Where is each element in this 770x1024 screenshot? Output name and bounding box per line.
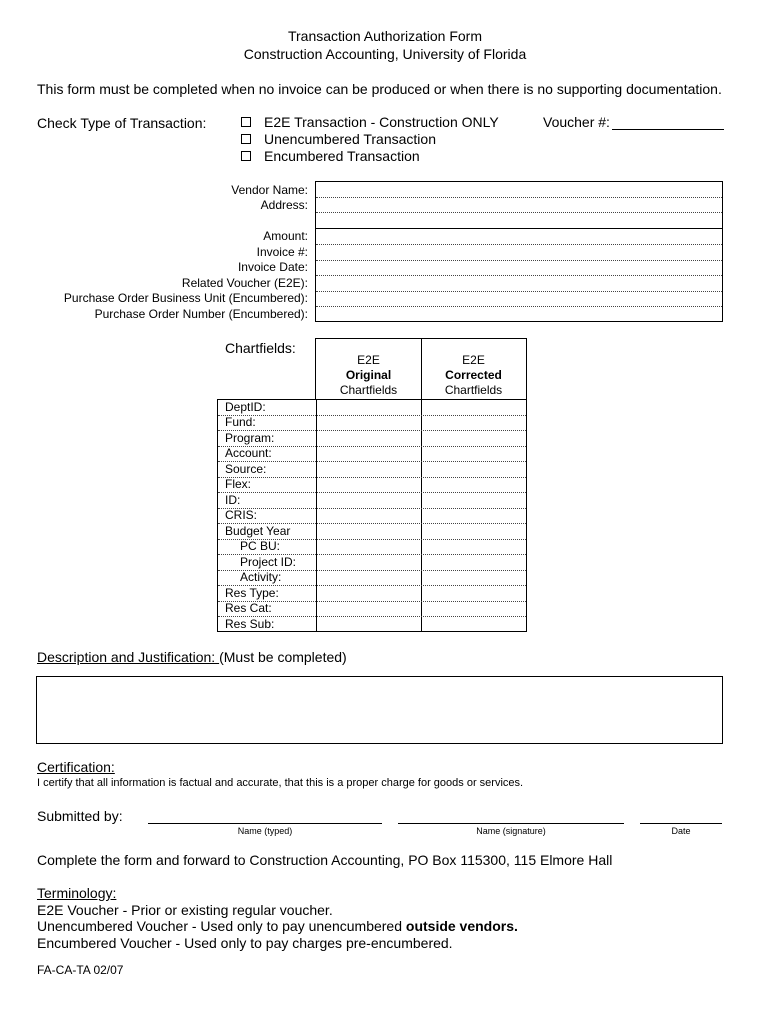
unencumbered-option-label: Unencumbered Transaction: [264, 131, 436, 147]
description-textarea[interactable]: [36, 676, 723, 744]
unencumbered-checkbox[interactable]: [241, 134, 251, 144]
intro-text: This form must be completed when no invoice can be produced or when there is no supporting documentation.: [37, 81, 722, 97]
voucher-label: Voucher #:: [543, 114, 610, 130]
amount-label: Amount:: [263, 229, 308, 243]
row-res-type: Res Type:: [225, 586, 279, 600]
invoice-date-label: Invoice Date:: [237, 260, 308, 274]
chartfields-label: Chartfields:: [225, 340, 296, 356]
row-activity: Activity:: [240, 570, 282, 584]
row-id: ID:: [225, 493, 241, 507]
col-corrected-header: E2E Corrected Chartfields: [444, 353, 503, 397]
certification-text: I certify that all information is factual and accurate, that this is a proper charge for goods or services.: [37, 777, 524, 789]
row-deptid: DeptID:: [225, 400, 266, 414]
form-subtitle: Construction Accounting, University of Florida: [243, 46, 527, 62]
name-typed-caption: Name (typed): [237, 826, 293, 836]
col-original-header: E2E Original Chartfields: [339, 353, 398, 397]
terminology-e2e: E2E Voucher - Prior or existing regular voucher.: [37, 902, 333, 918]
related-voucher-label: Related Voucher (E2E):: [181, 276, 308, 290]
name-signature-caption: Name (signature): [476, 826, 546, 836]
po-business-unit-label: Purchase Order Business Unit (Encumbered):: [63, 291, 308, 305]
voucher-number-field[interactable]: [612, 129, 724, 130]
transaction-type-label: Check Type of Transaction:: [37, 115, 207, 131]
address-label: Address:: [260, 198, 308, 212]
invoice-number-label: Invoice #:: [256, 245, 308, 259]
row-pc-bu: PC BU:: [240, 539, 281, 553]
submitted-by-label: Submitted by:: [37, 808, 123, 824]
e2e-option-label: E2E Transaction - Construction ONLY: [264, 114, 499, 130]
vendor-name-label: Vendor Name:: [231, 183, 308, 197]
terminology-heading: Terminology:: [37, 885, 117, 901]
terminology-encumbered: Encumbered Voucher - Used only to pay charges pre-encumbered.: [37, 935, 453, 951]
row-account: Account:: [225, 446, 272, 460]
row-program: Program:: [225, 431, 275, 445]
row-cris: CRIS:: [225, 508, 258, 522]
row-fund: Fund:: [225, 415, 256, 429]
row-project-id: Project ID:: [240, 555, 297, 569]
name-typed-field[interactable]: [148, 823, 382, 824]
encumbered-checkbox[interactable]: [241, 151, 251, 161]
amount-invoice-po-box[interactable]: [315, 228, 723, 322]
encumbered-option-label: Encumbered Transaction: [264, 148, 420, 164]
terminology-unencumbered: Unencumbered Voucher - Used only to pay unencumbered outside vendors.: [37, 918, 518, 934]
form-title: Transaction Authorization Form: [287, 28, 482, 44]
date-field[interactable]: [640, 823, 722, 824]
po-number-label: Purchase Order Number (Encumbered):: [94, 307, 308, 321]
name-signature-field[interactable]: [398, 823, 624, 824]
e2e-checkbox[interactable]: [241, 117, 251, 127]
row-flex: Flex:: [225, 477, 252, 491]
date-caption: Date: [671, 826, 691, 836]
row-res-cat: Res Cat:: [225, 601, 272, 615]
vendor-name-address-box[interactable]: [315, 181, 723, 229]
form-code: FA-CA-TA 02/07: [37, 963, 124, 977]
description-label: Description and Justification: (Must be completed): [37, 649, 347, 665]
row-source: Source:: [225, 462, 267, 476]
row-budget-year: Budget Year: [225, 524, 291, 538]
certification-heading: Certification:: [37, 759, 115, 775]
forward-instructions: Complete the form and forward to Construction Accounting, PO Box 115300, 115 Elmore Hall: [37, 852, 613, 868]
row-res-sub: Res Sub:: [225, 617, 275, 631]
